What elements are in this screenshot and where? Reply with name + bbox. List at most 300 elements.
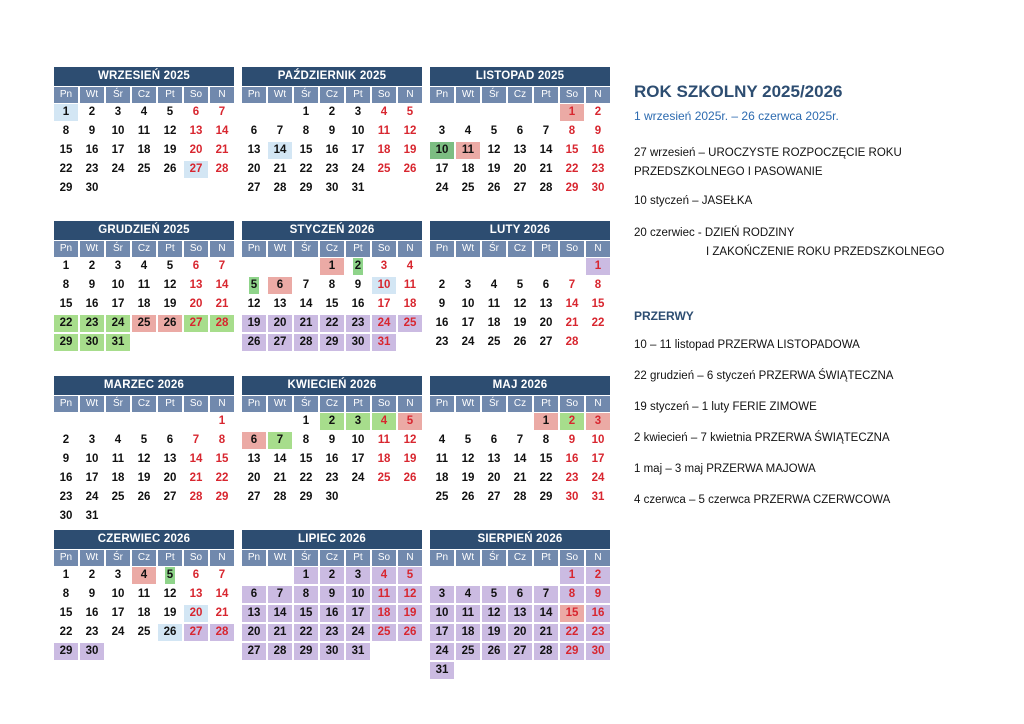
day-cell: 4 <box>372 567 396 584</box>
day-cell: 2 <box>560 413 584 430</box>
day-cell: 24 <box>351 163 365 175</box>
weekday-label: Wt <box>268 241 292 257</box>
day-cell: 6 <box>242 432 266 449</box>
day-cell: 26 <box>403 163 417 175</box>
day-cell: 16 <box>325 144 339 156</box>
weekday-label: Pt <box>346 87 370 103</box>
day-cell: 19 <box>137 472 151 484</box>
day-cell: 17 <box>430 624 454 641</box>
weekday-label: Wt <box>268 550 292 566</box>
day-cell: 29 <box>320 334 344 351</box>
day-cell: 1 <box>586 258 610 275</box>
day-cell: 4 <box>490 279 498 291</box>
day-cell: 16 <box>85 607 99 619</box>
day-cell: 30 <box>320 643 344 660</box>
weekday-label: Pt <box>158 87 182 103</box>
day-cell: 30 <box>59 510 73 522</box>
day-cell: 13 <box>247 453 261 465</box>
day-cell: 8 <box>62 279 70 291</box>
day-cell: 20 <box>508 624 532 641</box>
weekday-label: So <box>560 241 584 257</box>
day-cell: 16 <box>565 453 579 465</box>
day-cell: 20 <box>242 624 266 641</box>
weekday-label: Cz <box>320 396 344 412</box>
day-cell: 10 <box>351 125 365 137</box>
day-cell: 31 <box>430 662 454 679</box>
day-cell: 11 <box>137 125 151 137</box>
day-cell: 24 <box>461 336 475 348</box>
breaks-title: PRZERWY <box>634 309 694 323</box>
day-cell: 7 <box>192 434 200 446</box>
day-cell: 19 <box>163 298 177 310</box>
day-cell: 30 <box>591 182 605 194</box>
weekday-label: Pn <box>242 241 266 257</box>
day-cell: 23 <box>325 472 339 484</box>
day-cell: 18 <box>377 453 391 465</box>
day-cell: 23 <box>85 163 99 175</box>
weekday-label: Cz <box>132 550 156 566</box>
weekday-label: Wt <box>268 87 292 103</box>
weekday-label: Pt <box>534 241 558 257</box>
day-cell: 7 <box>218 569 226 581</box>
day-cell: 18 <box>435 472 449 484</box>
weekday-header <box>430 550 610 566</box>
month-title: SIERPIEŃ 2026 <box>430 530 610 549</box>
day-cell: 8 <box>542 434 550 446</box>
weekday-label: Pn <box>430 396 454 412</box>
day-cell: 5 <box>166 260 174 272</box>
day-cell: 27 <box>163 491 177 503</box>
day-cell: 20 <box>163 472 177 484</box>
day-cell: 3 <box>114 260 122 272</box>
day-cell: 22 <box>560 624 584 641</box>
day-cell: 21 <box>215 298 229 310</box>
day-cell: 20 <box>184 605 208 622</box>
day-cell: 24 <box>591 472 605 484</box>
day-cell: 16 <box>325 453 339 465</box>
day-cell: 6 <box>542 279 550 291</box>
day-cell: 3 <box>346 413 370 430</box>
day-cell: 6 <box>192 106 200 118</box>
day-cell: 8 <box>62 588 70 600</box>
day-cell: 28 <box>565 336 579 348</box>
school-year-title: ROK SZKOLNY 2025/2026 <box>634 82 843 101</box>
day-cell: 4 <box>406 260 414 272</box>
day-cell: 21 <box>273 163 287 175</box>
day-cell: 26 <box>487 182 501 194</box>
day-cell: 27 <box>184 161 208 178</box>
day-cell: 1 <box>560 104 584 121</box>
day-cell: 6 <box>250 125 258 137</box>
day-cell: 8 <box>302 125 310 137</box>
day-cell: 29 <box>299 491 313 503</box>
day-cell: 15 <box>325 298 339 310</box>
day-cell: 23 <box>435 336 449 348</box>
day-cell: 20 <box>268 315 292 332</box>
day-cell: 14 <box>273 453 287 465</box>
day-cell: 27 <box>184 315 208 332</box>
day-grid <box>430 413 612 508</box>
day-cell: 21 <box>534 624 558 641</box>
day-cell: 5 <box>242 277 266 294</box>
day-cell: 25 <box>377 163 391 175</box>
day-cell: 20 <box>247 472 261 484</box>
day-cell: 6 <box>516 125 524 137</box>
day-cell: 20 <box>513 163 527 175</box>
day-cell: 28 <box>210 315 234 332</box>
weekday-label: Śr <box>106 396 130 412</box>
month-title: LIPIEC 2026 <box>242 530 422 549</box>
weekday-label: Śr <box>482 87 506 103</box>
day-cell: 12 <box>163 279 177 291</box>
day-cell: 19 <box>242 315 266 332</box>
day-cell: 23 <box>591 163 605 175</box>
day-cell: 4 <box>438 434 446 446</box>
day-cell: 31 <box>351 182 365 194</box>
weekday-label: Śr <box>482 241 506 257</box>
day-cell: 12 <box>137 453 151 465</box>
day-cell: 5 <box>490 125 498 137</box>
day-cell: 23 <box>320 624 344 641</box>
weekday-label: Pn <box>242 550 266 566</box>
day-grid <box>242 258 424 353</box>
day-cell: 24 <box>106 315 130 332</box>
day-cell: 30 <box>325 491 339 503</box>
day-cell: 7 <box>268 586 292 603</box>
weekday-label: Śr <box>294 396 318 412</box>
day-cell: 10 <box>111 279 125 291</box>
weekday-label: N <box>398 87 422 103</box>
weekday-label: Pt <box>158 241 182 257</box>
day-cell: 27 <box>184 624 208 641</box>
day-cell: 13 <box>189 279 203 291</box>
day-cell: 26 <box>398 624 422 641</box>
break-line: 4 czerwca – 5 czerwca PRZERWA CZERWCOWA <box>634 494 891 506</box>
day-cell: 26 <box>482 643 506 660</box>
day-cell: 11 <box>456 605 480 622</box>
day-cell: 30 <box>565 491 579 503</box>
day-cell: 9 <box>328 125 336 137</box>
day-cell: 3 <box>114 569 122 581</box>
day-cell: 21 <box>273 472 287 484</box>
day-cell: 23 <box>80 315 104 332</box>
day-cell: 31 <box>591 491 605 503</box>
weekday-label: Pt <box>534 87 558 103</box>
day-cell: 29 <box>215 491 229 503</box>
day-cell: 1 <box>218 415 226 427</box>
day-cell: 10 <box>430 142 454 159</box>
weekday-label: So <box>184 550 208 566</box>
day-cell: 28 <box>539 182 553 194</box>
month-title: MARZEC 2026 <box>54 376 234 395</box>
day-cell: 8 <box>594 279 602 291</box>
day-cell: 24 <box>351 472 365 484</box>
day-cell: 28 <box>210 624 234 641</box>
day-cell: 17 <box>461 317 475 329</box>
day-cell: 20 <box>487 472 501 484</box>
day-cell: 19 <box>403 144 417 156</box>
weekday-label: So <box>184 241 208 257</box>
day-cell: 13 <box>189 125 203 137</box>
day-cell: 9 <box>354 279 362 291</box>
month-calendar <box>430 67 610 199</box>
day-cell: 28 <box>534 643 558 660</box>
month-calendar <box>430 221 610 353</box>
day-cell: 2 <box>62 434 70 446</box>
day-cell: 27 <box>508 643 532 660</box>
day-cell: 26 <box>158 315 182 332</box>
weekday-label: N <box>210 550 234 566</box>
day-cell: 22 <box>591 317 605 329</box>
day-cell: 14 <box>513 453 527 465</box>
weekday-header <box>54 87 234 103</box>
day-cell: 6 <box>268 277 292 294</box>
day-cell: 19 <box>163 607 177 619</box>
day-cell: 9 <box>568 434 576 446</box>
weekday-label: Cz <box>508 550 532 566</box>
weekday-label: Pn <box>430 550 454 566</box>
weekday-label: So <box>184 87 208 103</box>
day-cell: 19 <box>513 317 527 329</box>
weekday-label: Cz <box>320 550 344 566</box>
weekday-label: So <box>560 550 584 566</box>
weekday-label: Pn <box>54 87 78 103</box>
weekday-label: So <box>560 396 584 412</box>
day-cell: 25 <box>372 624 396 641</box>
weekday-label: Wt <box>456 550 480 566</box>
day-cell: 11 <box>487 298 501 310</box>
day-cell: 24 <box>346 624 370 641</box>
weekday-label: Pn <box>430 87 454 103</box>
day-cell: 9 <box>328 434 336 446</box>
day-cell: 20 <box>189 298 203 310</box>
day-cell: 27 <box>487 491 501 503</box>
weekday-label: Pt <box>346 396 370 412</box>
day-cell: 22 <box>299 163 313 175</box>
event-line: 27 wrzesień – UROCZYSTE ROZPOCZĘCIE ROKU <box>634 147 902 159</box>
day-grid <box>54 104 236 199</box>
day-cell: 9 <box>62 453 70 465</box>
day-cell: 10 <box>430 605 454 622</box>
day-cell: 21 <box>513 472 527 484</box>
day-cell: 9 <box>586 586 610 603</box>
day-cell: 15 <box>215 453 229 465</box>
day-cell: 15 <box>294 605 318 622</box>
weekday-header <box>242 241 422 257</box>
day-cell: 29 <box>299 182 313 194</box>
day-cell: 7 <box>542 125 550 137</box>
weekday-label: Pn <box>242 396 266 412</box>
weekday-label: Cz <box>320 87 344 103</box>
school-year-dates: 1 wrzesień 2025r. – 26 czerwca 2025r. <box>634 109 839 123</box>
day-cell: 7 <box>218 106 226 118</box>
day-cell: 2 <box>328 106 336 118</box>
weekday-label: Wt <box>456 87 480 103</box>
weekday-label: Cz <box>132 396 156 412</box>
day-cell: 27 <box>242 643 266 660</box>
day-cell: 13 <box>508 605 532 622</box>
day-cell: 10 <box>111 125 125 137</box>
day-cell: 29 <box>54 643 78 660</box>
day-cell: 29 <box>565 182 579 194</box>
day-cell: 25 <box>132 315 156 332</box>
day-cell: 4 <box>464 125 472 137</box>
weekday-header <box>430 396 610 412</box>
day-cell: 25 <box>487 336 501 348</box>
day-cell: 23 <box>59 491 73 503</box>
day-cell: 13 <box>163 453 177 465</box>
day-cell: 30 <box>346 334 370 351</box>
weekday-label: Wt <box>80 87 104 103</box>
day-cell: 7 <box>568 279 576 291</box>
day-cell: 21 <box>215 144 229 156</box>
day-grid <box>430 258 612 353</box>
day-cell: 17 <box>351 453 365 465</box>
month-title: STYCZEŃ 2026 <box>242 221 422 240</box>
weekday-label: Pn <box>54 550 78 566</box>
day-cell: 29 <box>54 334 78 351</box>
day-cell: 7 <box>302 279 310 291</box>
day-cell: 17 <box>111 144 125 156</box>
day-grid <box>242 413 424 508</box>
day-cell: 20 <box>189 144 203 156</box>
day-cell: 17 <box>85 472 99 484</box>
weekday-label: Wt <box>80 241 104 257</box>
month-title: LISTOPAD 2025 <box>430 67 610 86</box>
day-cell: 28 <box>294 334 318 351</box>
day-cell: 14 <box>268 142 292 159</box>
month-calendar <box>242 376 422 508</box>
day-cell: 8 <box>302 434 310 446</box>
break-line: 22 grudzień – 6 styczeń PRZERWA ŚWIĄTECZNA <box>634 370 894 382</box>
day-cell: 16 <box>351 298 365 310</box>
weekday-label: N <box>210 396 234 412</box>
day-cell: 27 <box>247 491 261 503</box>
day-cell: 29 <box>539 491 553 503</box>
weekday-label: Wt <box>268 396 292 412</box>
day-cell: 27 <box>539 336 553 348</box>
day-cell: 19 <box>487 163 501 175</box>
day-cell: 5 <box>406 106 414 118</box>
weekday-label: Pt <box>534 550 558 566</box>
day-cell: 19 <box>403 453 417 465</box>
day-cell: 28 <box>273 182 287 194</box>
day-cell: 15 <box>59 607 73 619</box>
day-cell: 2 <box>88 569 96 581</box>
day-cell: 26 <box>163 163 177 175</box>
day-cell: 12 <box>482 605 506 622</box>
event-line: I ZAKOŃCZENIE ROKU PRZEDSZKOLNEGO <box>706 246 945 258</box>
day-cell: 18 <box>111 472 125 484</box>
day-cell: 11 <box>137 279 151 291</box>
weekday-label: N <box>398 396 422 412</box>
day-cell: 4 <box>372 413 396 430</box>
weekday-label: So <box>372 396 396 412</box>
day-cell: 7 <box>276 125 284 137</box>
month-calendar <box>54 221 234 353</box>
day-cell: 3 <box>346 567 370 584</box>
day-cell: 12 <box>403 434 417 446</box>
day-cell: 30 <box>85 182 99 194</box>
day-cell: 15 <box>560 605 584 622</box>
month-calendar <box>430 376 610 508</box>
day-cell: 3 <box>430 586 454 603</box>
day-cell: 3 <box>438 125 446 137</box>
day-cell: 6 <box>508 586 532 603</box>
weekday-label: Cz <box>132 87 156 103</box>
day-cell: 6 <box>242 586 266 603</box>
day-cell: 2 <box>346 258 370 275</box>
day-cell: 1 <box>62 569 70 581</box>
break-line: 10 – 11 listopad PRZERWA LISTOPADOWA <box>634 339 860 351</box>
day-cell: 22 <box>215 472 229 484</box>
day-cell: 1 <box>560 567 584 584</box>
day-cell: 2 <box>438 279 446 291</box>
weekday-header <box>430 241 610 257</box>
day-cell: 24 <box>85 491 99 503</box>
day-cell: 9 <box>594 125 602 137</box>
day-cell: 14 <box>534 605 558 622</box>
day-cell: 7 <box>534 586 558 603</box>
weekday-label: N <box>586 396 610 412</box>
weekday-label: Pn <box>430 241 454 257</box>
weekday-label: Pn <box>242 87 266 103</box>
day-cell: 29 <box>59 182 73 194</box>
day-cell: 9 <box>88 588 96 600</box>
weekday-label: Pt <box>346 550 370 566</box>
day-cell: 13 <box>487 453 501 465</box>
day-cell: 2 <box>88 106 96 118</box>
day-cell: 22 <box>59 626 73 638</box>
day-cell: 6 <box>192 260 200 272</box>
day-cell: 15 <box>565 144 579 156</box>
day-cell: 1 <box>62 260 70 272</box>
month-calendar <box>54 376 234 527</box>
day-cell: 27 <box>513 182 527 194</box>
weekday-label: So <box>184 396 208 412</box>
day-cell: 25 <box>377 472 391 484</box>
day-cell: 11 <box>403 279 417 291</box>
weekday-header <box>54 241 234 257</box>
day-cell: 28 <box>513 491 527 503</box>
day-cell: 26 <box>403 472 417 484</box>
day-cell: 7 <box>516 434 524 446</box>
day-cell: 28 <box>189 491 203 503</box>
weekday-label: Cz <box>508 241 532 257</box>
day-cell: 8 <box>62 125 70 137</box>
day-cell: 21 <box>565 317 579 329</box>
day-cell: 12 <box>163 588 177 600</box>
weekday-label: So <box>372 241 396 257</box>
day-cell: 2 <box>88 260 96 272</box>
day-cell: 3 <box>114 106 122 118</box>
day-cell: 27 <box>247 182 261 194</box>
day-cell: 2 <box>320 413 344 430</box>
day-cell: 3 <box>380 260 388 272</box>
day-cell: 15 <box>299 453 313 465</box>
weekday-label: Pn <box>54 241 78 257</box>
day-cell: 5 <box>166 106 174 118</box>
day-cell: 19 <box>461 472 475 484</box>
day-cell: 22 <box>299 472 313 484</box>
day-cell: 3 <box>88 434 96 446</box>
day-cell: 16 <box>435 317 449 329</box>
month-calendar <box>54 67 234 199</box>
day-cell: 15 <box>299 144 313 156</box>
day-cell: 1 <box>54 104 78 121</box>
day-cell: 7 <box>268 432 292 449</box>
day-cell: 22 <box>539 472 553 484</box>
